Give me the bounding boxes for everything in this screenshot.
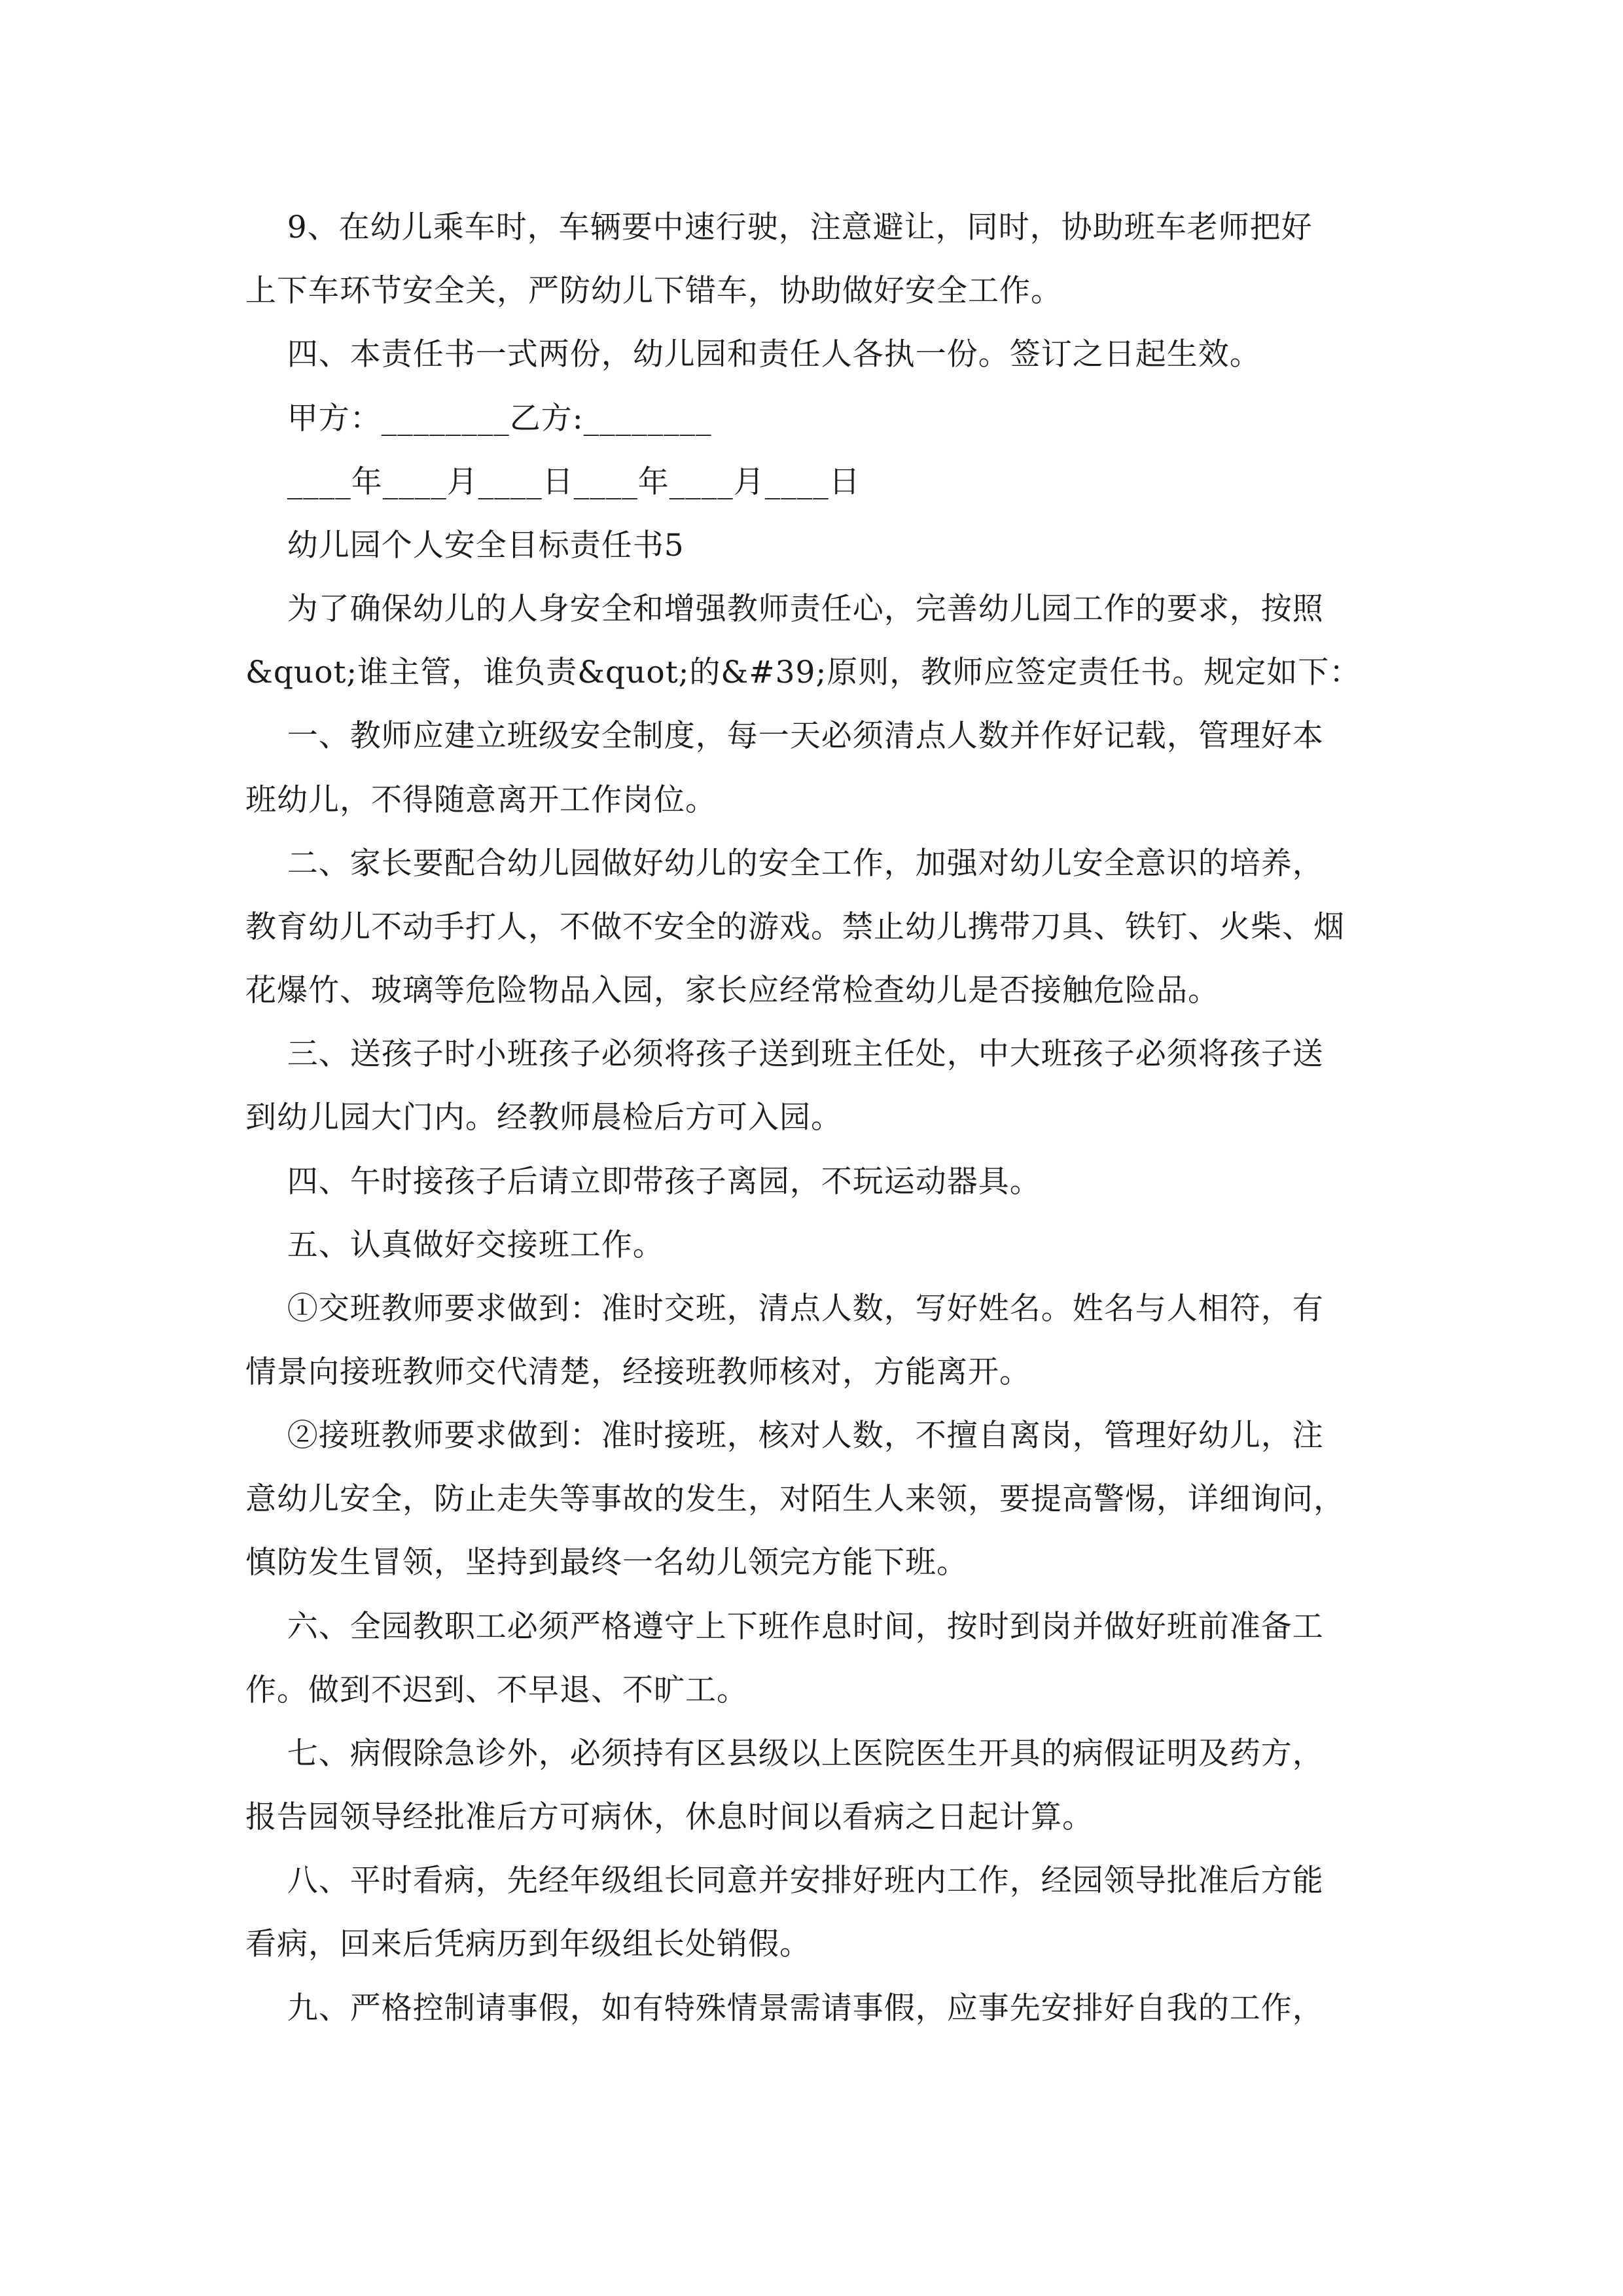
date-line: ____年____月____日____年____月____日 <box>245 464 861 500</box>
text-line: 五、认真做好交接班工作。 <box>245 1227 664 1263</box>
text-line: ①交班教师要求做到：准时交班，清点人数，写好姓名。姓名与人相符，有 <box>245 1291 1324 1327</box>
text-line: 上下车环节安全关，严防幼儿下错车，协助做好安全工作。 <box>245 273 1062 309</box>
text-line: 慎防发生冒领，坚持到最终一名幼儿领完方能下班。 <box>245 1545 968 1581</box>
text-line: 情景向接班教师交代清楚，经接班教师核对，方能离开。 <box>245 1354 1031 1390</box>
text-line: 意幼儿安全，防止走失等事故的发生，对陌生人来领，要提高警惕，详细询问， <box>245 1481 1345 1517</box>
text-line: 班幼儿，不得随意离开工作岗位。 <box>245 782 717 818</box>
text-line: 教育幼儿不动手打人，不做不安全的游戏。禁止幼儿携带刀具、铁钉、火柴、烟 <box>245 909 1345 945</box>
text-line: 9、在幼儿乘车时，车辆要中速行驶，注意避让，同时，协助班车老师把好 <box>245 209 1313 245</box>
text-line: 四、午时接孩子后请立即带孩子离园，不玩运动器具。 <box>245 1164 1041 1200</box>
text-line: 八、平时看病，先经年级组长同意并安排好班内工作，经园领导批准后方能 <box>245 1863 1324 1899</box>
text-line: 花爆竹、玻璃等危险物品入园，家长应经常检查幼儿是否接触危险品。 <box>245 973 1219 1009</box>
text-line: 四、本责任书一式两份，幼儿园和责任人各执一份。签订之日起生效。 <box>245 336 1261 372</box>
text-line: 一、教师应建立班级安全制度，每一天必须清点人数并作好记载，管理好本 <box>245 718 1324 754</box>
text-line: 二、家长要配合幼儿园做好幼儿的安全工作，加强对幼儿安全意识的培养， <box>245 846 1324 882</box>
text-line: 到幼儿园大门内。经教师晨检后方可入园。 <box>245 1100 842 1136</box>
section-title: 幼儿园个人安全目标责任书5 <box>245 528 685 564</box>
text-line: 看病，回来后凭病历到年级组长处销假。 <box>245 1926 811 1962</box>
text-line: 九、严格控制请事假，如有特殊情景需请事假，应事先安排好自我的工作， <box>245 1990 1324 2026</box>
text-line: &quot;谁主管，谁负责&quot;的&#39;原则，教师应签定责任书。规定如下： <box>245 655 1361 691</box>
text-line: 七、病假除急诊外，必须持有区县级以上医院医生开具的病假证明及药方， <box>245 1736 1324 1772</box>
text-line: 为了确保幼儿的人身安全和增强教师责任心，完善幼儿园工作的要求，按照 <box>245 591 1324 627</box>
text-line: 作。做到不迟到、不早退、不旷工。 <box>245 1672 748 1708</box>
text-line: 报告园领导经批准后方可病休，休息时间以看病之日起计算。 <box>245 1799 1094 1835</box>
signature-line: 甲方：________乙方:________ <box>245 401 712 437</box>
text-line: ②接班教师要求做到：准时接班，核对人数，不擅自离岗，管理好幼儿，注 <box>245 1418 1324 1454</box>
text-line: 三、送孩子时小班孩子必须将孩子送到班主任处，中大班孩子必须将孩子送 <box>245 1036 1324 1072</box>
text-line: 六、全园教职工必须严格遵守上下班作息时间，按时到岗并做好班前准备工 <box>245 1609 1324 1645</box>
